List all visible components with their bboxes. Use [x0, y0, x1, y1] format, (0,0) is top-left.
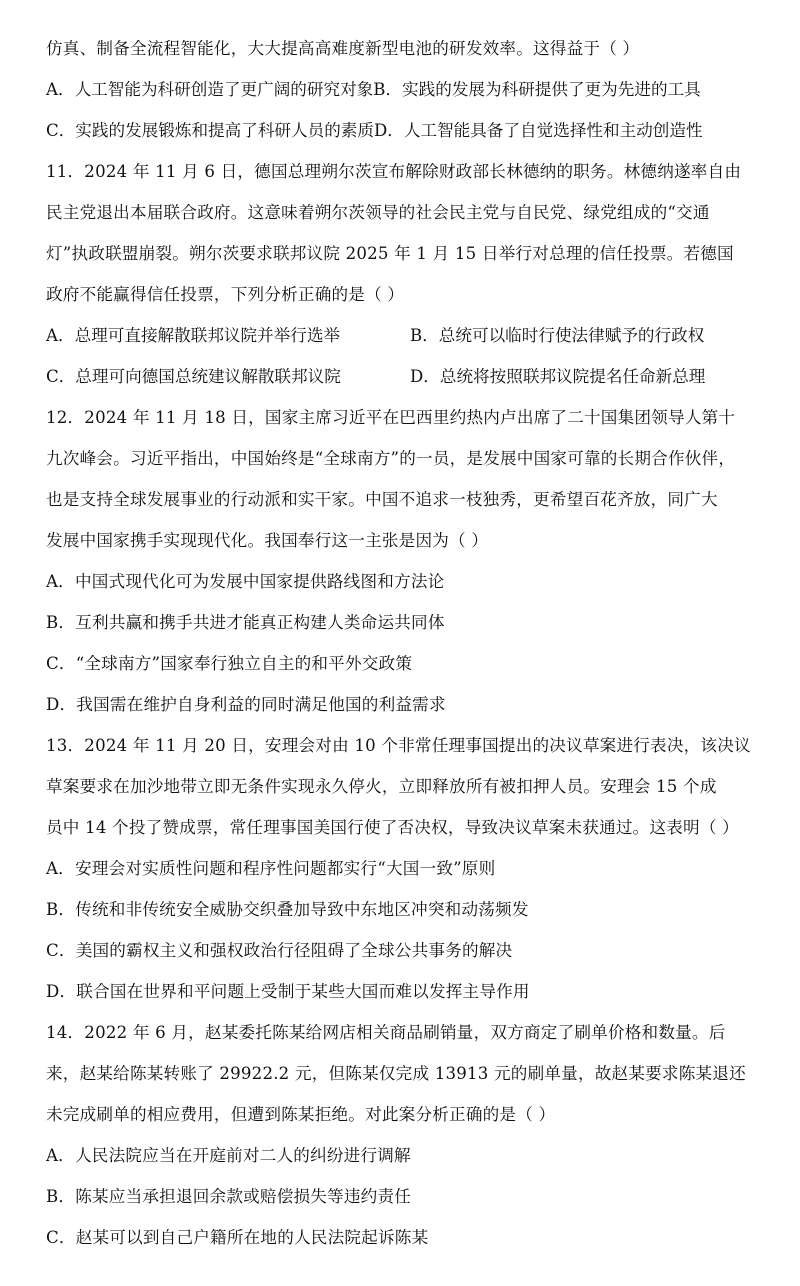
q11-options-row-1	[46, 315, 774, 356]
q11-option-c[interactable]: C．总理可向德国总统建议解散联邦议院	[46, 367, 341, 386]
exam-page	[46, 28, 774, 1258]
q11-options-row-2	[46, 356, 774, 397]
q12-option-b[interactable]: B．互利共赢和携手共进才能真正构建人类命运共同体	[46, 613, 445, 632]
q11-option-a[interactable]: A．总理可直接解散联邦议院并举行选举	[46, 326, 341, 345]
q14-option-b[interactable]: B．陈某应当承担退回余款或赔偿损失等违约责任	[46, 1187, 412, 1206]
q12-stem-line-4: 发展中国家携手实现现代化。我国奉行这一主张是因为（ ）	[46, 531, 489, 550]
q14-option-a[interactable]: A．人民法院应当在开庭前对二人的纠纷进行调解	[46, 1146, 411, 1165]
q13-option-b[interactable]: B．传统和非传统安全威胁交织叠加导致中东地区冲突和动荡频发	[46, 900, 529, 919]
q12-stem-line-1: 12．2024 年 11 月 18 日，国家主席习近平在巴西里约热内卢出席了二十国集团领导人第十	[46, 408, 736, 427]
q14-stem-line-3: 未完成刷单的相应费用，但遭到陈某拒绝。对此案分析正确的是（ ）	[46, 1105, 556, 1124]
q13-stem-line-3: 员中 14 个投了赞成票，常任理事国美国行使了否决权，导致决议草案未获通过。这表明（ ）	[46, 818, 739, 837]
q11-option-b[interactable]: B．总统可以临时行使法律赋予的行政权	[410, 326, 705, 345]
q10-stem-tail: 仿真、制备全流程智能化，大大提高高难度新型电池的研发效率。这得益于（ ）	[46, 39, 640, 58]
q14-stem-line-1: 14．2022 年 6 月，赵某委托陈某给网店相关商品刷销量，双方商定了刷单价格和数量。后	[46, 1023, 726, 1042]
q11-stem-line-1: 11．2024 年 11 月 6 日，德国总理朔尔茨宣布解除财政部长林德纳的职务。林德纳遂率自由	[46, 162, 742, 181]
q10-option-a[interactable]: A．人工智能为科研创造了更广阔的研究对象	[46, 80, 374, 99]
q13-stem-line-2: 草案要求在加沙地带立即无条件实现永久停火，立即释放所有被扣押人员。安理会 15 个成	[46, 777, 717, 796]
q11-stem-line-4: 政府不能赢得信任投票，下列分析正确的是（ ）	[46, 285, 405, 304]
q10-option-d[interactable]: D．人工智能具备了自觉选择性和主动创造性	[373, 121, 703, 140]
q11-stem-line-2: 民主党退出本届联合政府。这意味着朔尔茨领导的社会民主党与自民党、绿党组成的“交通	[46, 203, 710, 222]
q14-stem-line-2: 来，赵某给陈某转账了 29922.2 元，但陈某仅完成 13913 元的刷单量，故赵某要求陈某退还	[46, 1064, 746, 1083]
q10-option-b[interactable]: B．实践的发展为科研提供了更为先进的工具	[373, 80, 701, 99]
q13-option-c[interactable]: C．美国的霸权主义和强权政治行径阻碍了全球公共事务的解决	[46, 941, 513, 960]
q10-options-row-2	[46, 110, 774, 151]
q12-option-c[interactable]: C．“全球南方”国家奉行独立自主的和平外交政策	[46, 654, 413, 673]
q13-option-a[interactable]: A．安理会对实质性问题和程序性问题都实行“大国一致”原则	[46, 859, 496, 878]
q13-stem-line-1: 13．2024 年 11 月 20 日，安理会对由 10 个非常任理事国提出的决议草案进行表决，该决议	[46, 736, 751, 755]
q12-option-a[interactable]: A．中国式现代化可为发展中国家提供路线图和方法论	[46, 572, 445, 591]
q12-option-d[interactable]: D．我国需在维护自身利益的同时满足他国的利益需求	[46, 695, 446, 714]
q13-option-d[interactable]: D．联合国在世界和平问题上受制于某些大国而难以发挥主导作用	[46, 982, 530, 1001]
q14-option-c[interactable]: C．赵某可以到自己户籍所在地的人民法院起诉陈某	[46, 1228, 429, 1247]
q10-option-c[interactable]: C．实践的发展锻炼和提高了科研人员的素质	[46, 121, 374, 140]
q12-stem-line-3: 也是支持全球发展事业的行动派和实干家。中国不追求一枝独秀，更希望百花齐放，同广大	[46, 490, 718, 509]
q11-option-d[interactable]: D．总统将按照联邦议院提名任命新总理	[410, 367, 706, 386]
q10-options-row-1	[46, 69, 774, 110]
q11-stem-line-3: 灯”执政联盟崩裂。朔尔茨要求联邦议院 2025 年 1 月 15 日举行对总理的信任投票。若德国	[46, 244, 734, 263]
q12-stem-line-2: 九次峰会。习近平指出，中国始终是“全球南方”的一员，是发展中国家可靠的长期合作伙伴，	[46, 449, 736, 468]
